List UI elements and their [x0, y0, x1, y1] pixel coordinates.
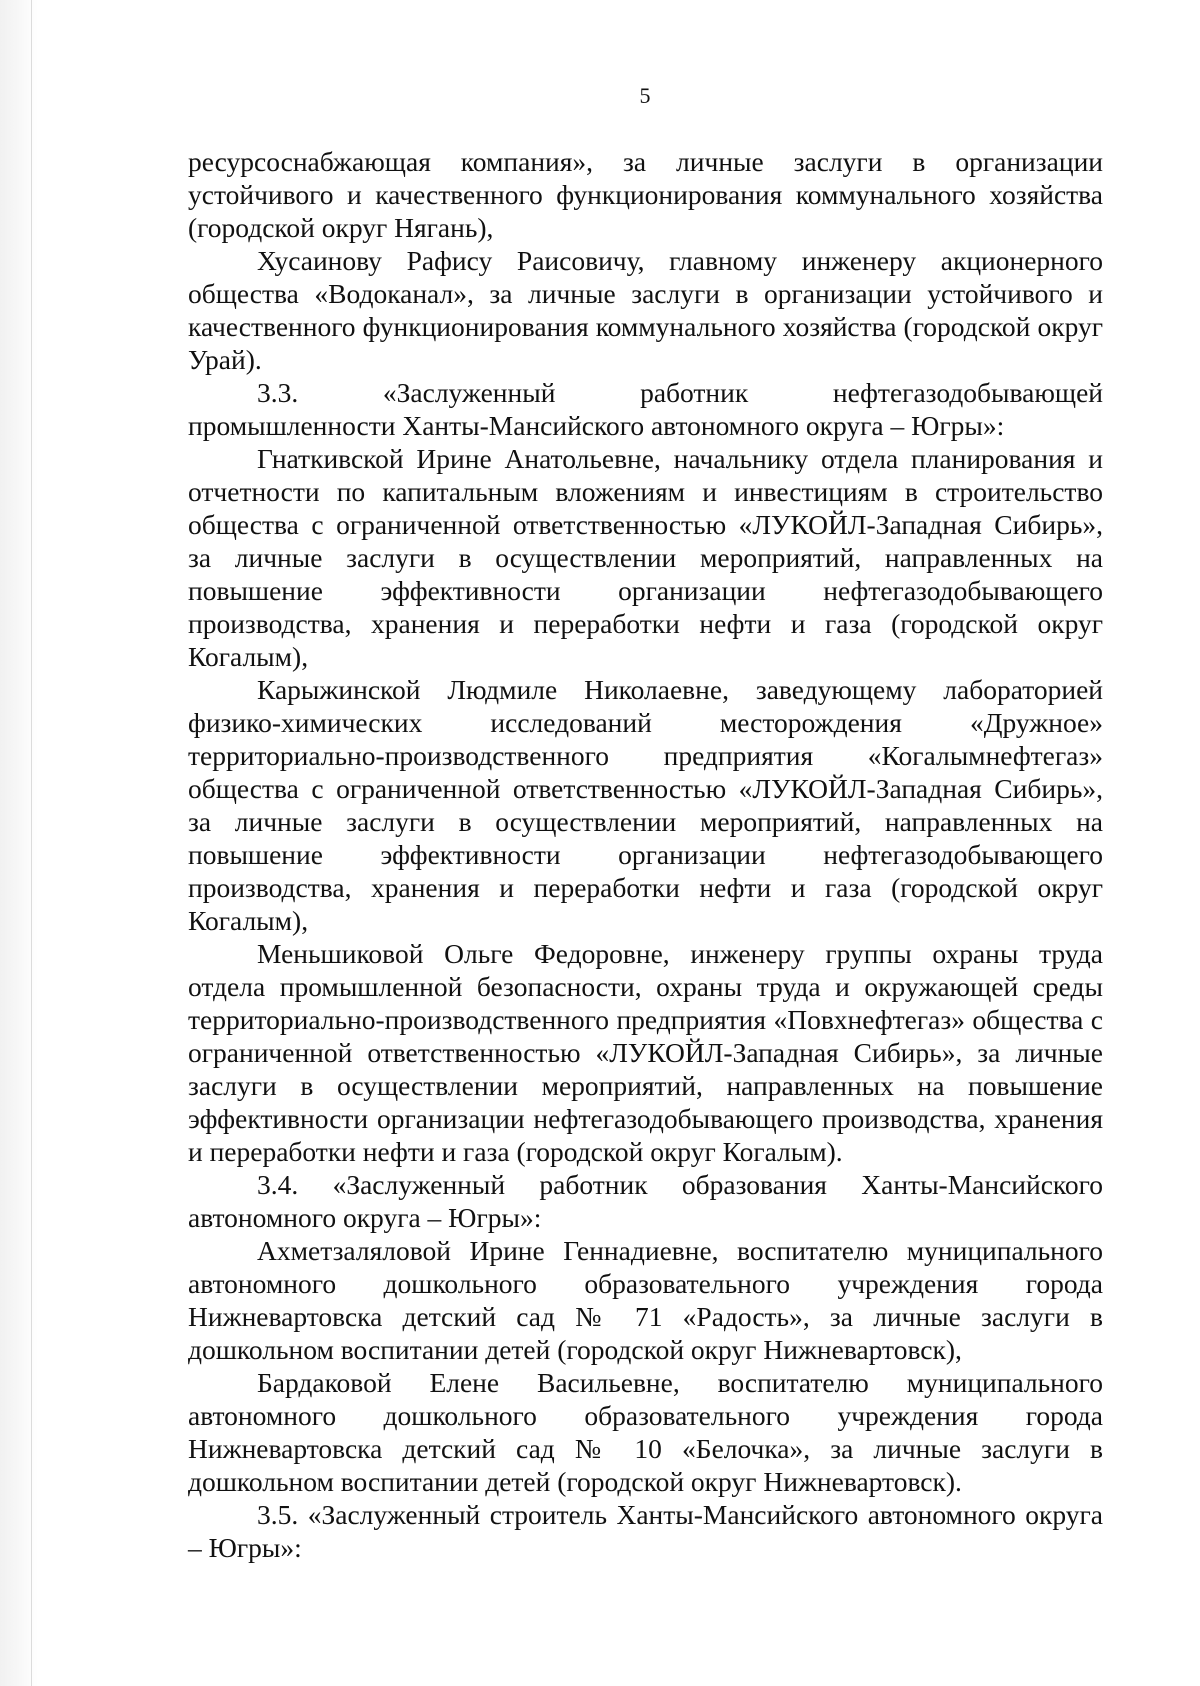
section-3-3-number: 3.3.: [257, 377, 299, 408]
section-3-3-word-1: «Заслуженный: [382, 377, 556, 408]
scan-edge: [0, 0, 38, 1686]
paragraph-gnatkivskaya: Гнаткивской Ирине Анатольевне, начальнику отдела планирования и отчетности по капитальным вложениям и инвестициям в строительство общества с ограниченной ответственностью «ЛУКОЙЛ-Западная Сибирь», за личные заслуги в осуществлении мероприятий, направленных на повышение эффективности организации нефтегазодобывающего производства, хранения и переработки нефти и газа (городской округ Когалым),: [188, 443, 1103, 672]
paragraph-1: ресурсоснабжающая компания», за личные заслуги в организации устойчивого и качественного функционирования коммунального хозяйства (городской округ Нягань),: [188, 146, 1103, 243]
paragraph-2: Хусаинову Рафису Раисовичу, главному инженеру акционерного общества «Водоканал», за личные заслуги в организации устойчивого и качественного функционирования коммунального хозяйства (городской округ Урай).: [188, 245, 1103, 375]
section-3-3-heading-continuation: промышленности Ханты-Мансийского автономного округа – Югры»:: [188, 410, 1005, 441]
paragraph-menshikova: Меньшиковой Ольге Федоровне, инженеру группы охраны труда отдела промышленной безопасности, охраны труда и окружающей среды территориально-производственного предприятия «Повхнефтегаз» общества с ограниченной ответственностью «ЛУКОЙЛ-Западная Сибирь», за личные заслуги в осуществлении мероприятий, направленных на повышение эффективности организации нефтегазодобывающего производства, хранения и переработки нефти и газа (городской округ Когалым).: [188, 938, 1103, 1167]
section-3-5-heading: 3.5. «Заслуженный строитель Ханты-Мансийского автономного округа – Югры»:: [188, 1499, 1103, 1563]
page-number: 5: [639, 83, 651, 108]
section-3-3-word-2: работник: [640, 377, 749, 408]
section-3-3-heading: [257, 376, 1103, 409]
paragraph-bardakova: Бардаковой Елене Васильевне, воспитателю муниципального автономного дошкольного образовательного учреждения города Нижневартовска детский сад № 10 «Белочка», за личные заслуги в дошкольном воспитании детей (городской округ Нижневартовск).: [188, 1367, 1103, 1497]
document-body: [188, 145, 1103, 1564]
paragraph-akhmetzalyalova: Ахметзаляловой Ирине Геннадиевне, воспитателю муниципального автономного дошкольного образовательного учреждения города Нижневартовска детский сад № 71 «Радость», за личные заслуги в дошкольном воспитании детей (городской округ Нижневартовск),: [188, 1235, 1103, 1365]
paragraph-karyzhinskaya: Карыжинской Людмиле Николаевне, заведующему лабораторией физико-химических исследований месторождения «Дружное» территориально-производственного предприятия «Когалымнефтегаз» общества с ограниченной ответственностью «ЛУКОЙЛ-Западная Сибирь», за личные заслуги в осуществлении мероприятий, направленных на повышение эффективности организации нефтегазодобывающего производства, хранения и переработки нефти и газа (городской округ Когалым),: [188, 674, 1103, 936]
section-3-4-heading: 3.4. «Заслуженный работник образования Ханты-Мансийского автономного округа – Югры»:: [188, 1169, 1103, 1233]
section-3-3-word-3: нефтегазодобывающей: [832, 377, 1103, 408]
